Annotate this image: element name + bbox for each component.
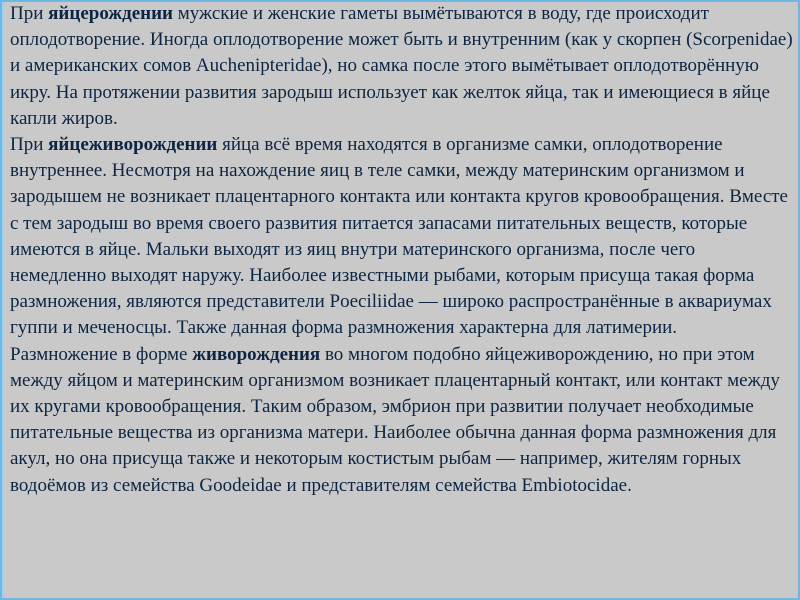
paragraph-prefix: При [10, 134, 49, 156]
term-ovoviviparity: яйцеживорождении [48, 134, 218, 156]
paragraph-text: мужские и женские гаметы вымётываются в воду, где происходит оплодотворение. Иногда оплодотворение может быть и внутренним (как у скорпен (Scorpenidae) и американских сомов Auchenipteridae), но самка после этого вымётывает оплодотворённую икру. На протяжении развития зародыш использует как желток яйца, так и имеющиеся в яйце капли жиров. [10, 3, 793, 129]
term-oviparity: яйцерождении [48, 3, 174, 24]
text-body [10, 1, 794, 499]
text-panel [4, 2, 797, 598]
paragraph-viviparity [10, 342, 794, 499]
paragraph-text: во многом подобно яйцеживорождению, но при этом между яйцом и материнским организмом возникает плацентарный контакт, или контакт между их кругами кровообращения. Таким образом, эмбрион при развитии получает необходимые питательные вещества из организма матери. Наиболее обычна данная форма размножения для акул, но она присуща также и некоторым костистым рыбам — например, жителям горных водоёмов из семейства Goodeidae и представителям семейства Embiotocidae. [10, 343, 780, 496]
paragraph-prefix: Размножение в форме [10, 343, 193, 365]
paragraph-prefix: При [10, 3, 49, 24]
paragraph-text: яйца всё время находятся в организме самки, оплодотворение внутреннее. Несмотря на нахождение яиц в теле самки, между материнским организмом и зародышем не возникает плацентарного контакта или контакта кругов кровообращения. Вместе с тем зародыш во время своего развития питается запасами питательных веществ, которые имеются в яйце. Мальки выходят из яиц внутри материнского организма, после чего немедленно выходят наружу. Наиболее известными рыбами, которым присуща такая форма размножения, являются представители Poeciliidae — широко распространённые в аквариумах гуппи и меченосцы. Также данная форма размножения характерна для латимерии. [10, 134, 788, 339]
paragraph-ovoviviparity [10, 132, 794, 342]
term-viviparity: живорождения [192, 343, 321, 365]
paragraph-oviparity [10, 1, 794, 132]
